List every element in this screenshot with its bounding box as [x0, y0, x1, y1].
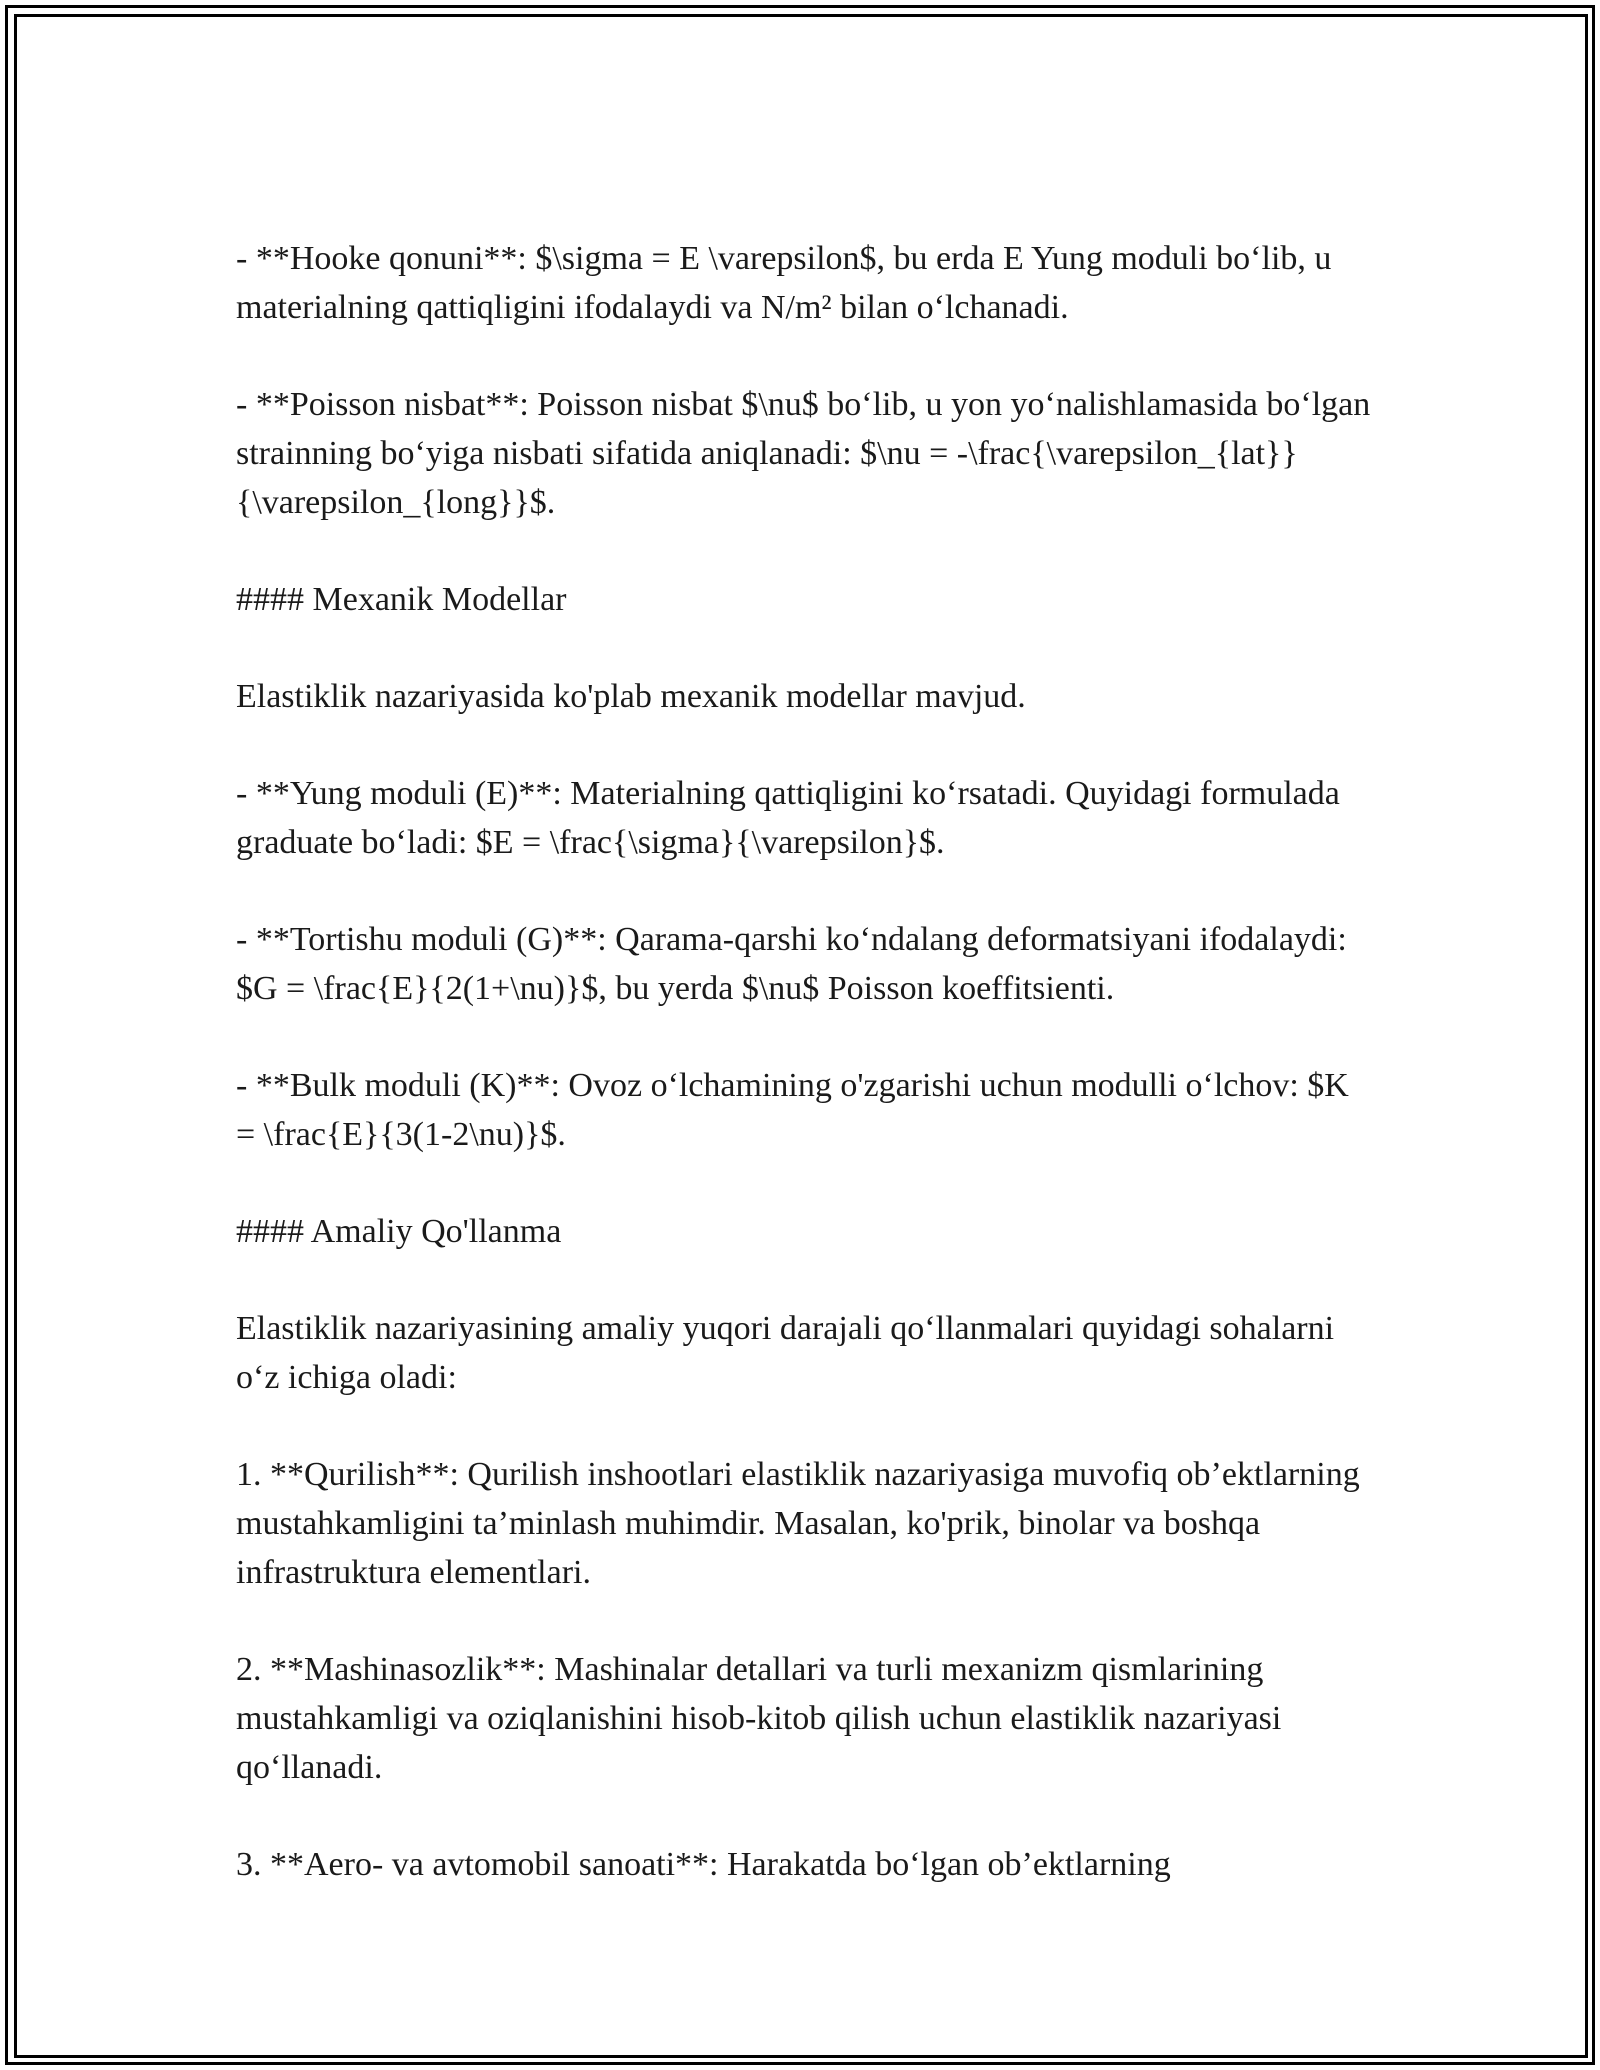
paragraph-shear-modulus: - **Tortishu moduli (G)**: Qarama-qarshi ko‘ndalang deformatsiyani ifodalaydi: $G = \frac{E}{2(1+\nu)}$, bu yerda $\nu$ Poisson koeffitsienti. [236, 921, 1347, 1007]
paragraph-models-intro: Elastiklik nazariyasida ko'plab mexanik modellar mavjud. [236, 678, 1026, 715]
paragraph-bulk-modulus: - **Bulk moduli (K)**: Ovoz o‘lchamining o'zgarishi uchun modulli o‘lchov: $K = \frac{E}{3(1-2\nu)}$. [236, 1067, 1349, 1153]
document-body [236, 234, 1376, 1937]
paragraph-young-modulus: - **Yung moduli (E)**: Materialning qattiqligini ko‘rsatadi. Quyidagi formulada graduate bo‘ladi: $E = \frac{\sigma}{\varepsilon}$. [236, 775, 1340, 861]
list-item-mechanical-engineering: 2. **Mashinasozlik**: Mashinalar detallari va turli mexanizm qismlarining mustahkamligi va oziqlanishini hisob-kitob qilish uchun elastiklik nazariyasi qo‘llanadi. [236, 1651, 1282, 1786]
heading-mechanical-models: #### Mexanik Modellar [236, 581, 567, 618]
paragraph-poisson-ratio: - **Poisson nisbat**: Poisson nisbat $\nu$ bo‘lib, u yon yo‘nalishlamasida bo‘lgan strainning bo‘yiga nisbati sifatida aniqlanadi: $\nu = -\frac{\varepsilon_{lat}}{\varepsilon_{long}}$. [236, 386, 1371, 521]
list-item-construction: 1. **Qurilish**: Qurilish inshootlari elastiklik nazariyasiga muvofiq ob’ektlarning mustahkamligini ta’minlash muhimdir. Masalan, ko'prik, binolar va boshqa infrastruktura elementlari. [236, 1456, 1360, 1591]
paragraph-applications-intro: Elastiklik nazariyasining amaliy yuqori darajali qo‘llanmalari quyidagi sohalarni o‘z ichiga oladi: [236, 1310, 1335, 1396]
paragraph-hooke-law: - **Hooke qonuni**: $\sigma = E \varepsilon$, bu erda E Yung moduli bo‘lib, u materialning qattiqligini ifodalaydi va N/m² bilan o‘lchanadi. [236, 240, 1332, 326]
list-item-aero-automotive: 3. **Aero- va avtomobil sanoati**: Harakatda bo‘lgan ob’ektlarning [236, 1846, 1171, 1883]
heading-practical-guide: #### Amaliy Qo'llanma [236, 1213, 562, 1250]
